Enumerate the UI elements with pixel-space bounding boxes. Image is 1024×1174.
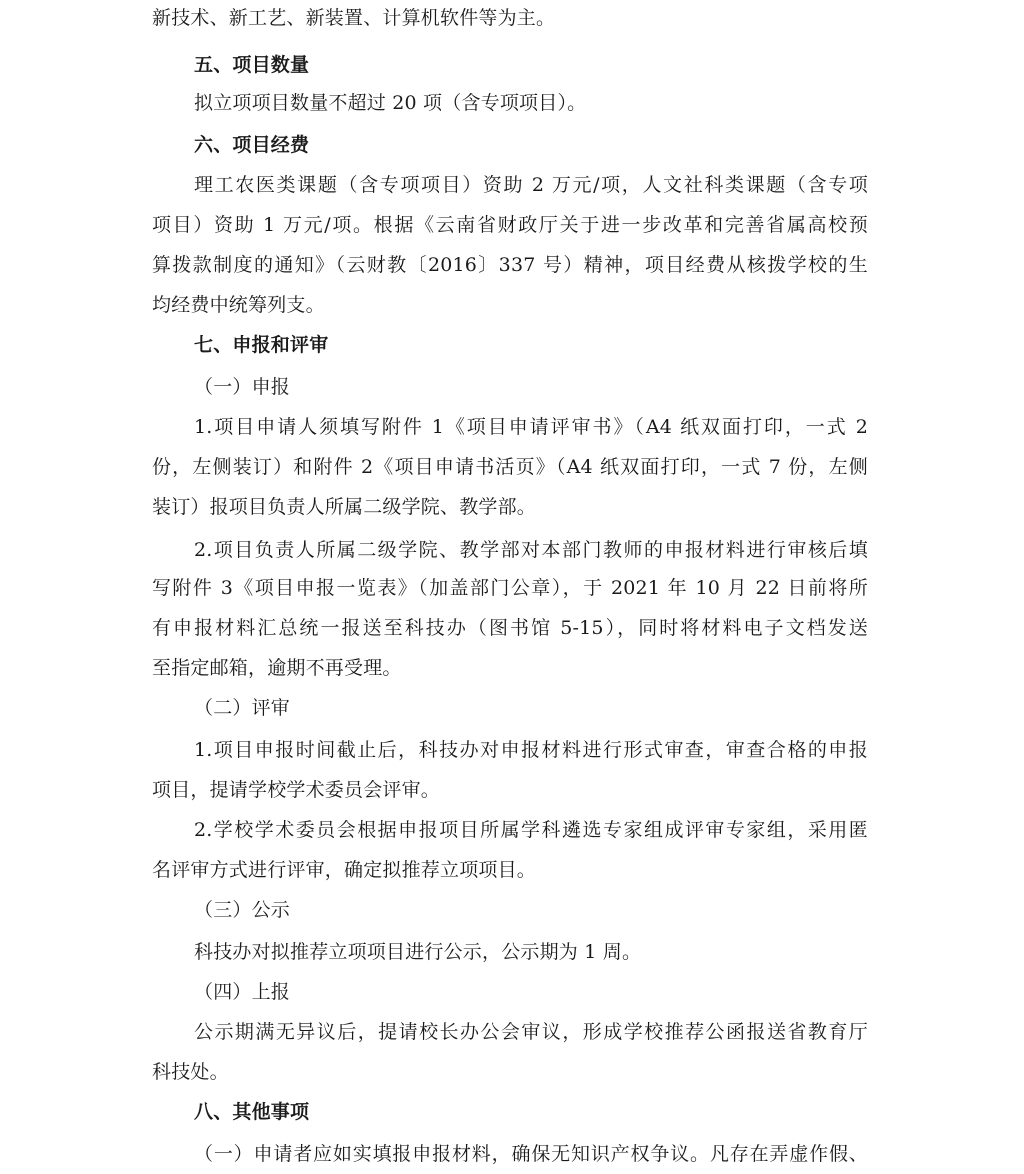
paragraph-line: 写附件 3《项目申报一览表》（加盖部门公章），于 2021 年 10 月 22 日前将所 (152, 577, 868, 599)
paragraph-line: 理工农医类课题（含专项项目）资助 2 万元/项，人文社科类课题（含专项 (194, 174, 868, 196)
paragraph-line: 2.项目负责人所属二级学院、教学部对本部门教师的申报材料进行审核后填 (194, 539, 868, 561)
paragraph-line: 1.项目申报时间截止后，科技办对申报材料进行形式审查，审查合格的申报 (194, 739, 868, 761)
paragraph-line: 科技处。 (152, 1061, 229, 1083)
paragraph-line: （三）公示 (194, 899, 291, 921)
paragraph-line: 项目，提请学校学术委员会评审。 (152, 779, 441, 801)
paragraph-line: 装订）报项目负责人所属二级学院、教学部。 (152, 496, 537, 518)
paragraph-line: （四）上报 (194, 981, 291, 1003)
paragraph-line: 至指定邮箱，逾期不再受理。 (152, 657, 402, 679)
paragraph-line: （一）申报 (194, 376, 291, 398)
paragraph-line: 项目）资助 1 万元/项。根据《云南省财政厅关于进一步改革和完善省属高校预 (152, 214, 868, 236)
paragraph-line: 2.学校学术委员会根据申报项目所属学科遴选专家组成评审专家组，采用匿 (194, 819, 868, 841)
paragraph-line: 拟立项项目数量不超过 20 项（含专项项目）。 (194, 92, 587, 114)
paragraph-line: 算拨款制度的通知》（云财教〔2016〕337 号）精神，项目经费从核拨学校的生 (152, 254, 868, 276)
paragraph-line: 新技术、新工艺、新装置、计算机软件等为主。 (152, 7, 556, 29)
paragraph-line: 份，左侧装订）和附件 2《项目申请书活页》（A4 纸双面打印，一式 7 份，左侧 (152, 456, 868, 478)
paragraph-line: （一）申请者应如实填报申报材料，确保无知识产权争议。凡存在弄虚作假、 (194, 1143, 868, 1165)
paragraph-line: 均经费中统筹列支。 (152, 294, 325, 316)
paragraph-line: 名评审方式进行评审，确定拟推荐立项项目。 (152, 859, 537, 881)
paragraph-line: （二）评审 (194, 697, 291, 719)
section-heading: 五、项目数量 (194, 54, 310, 76)
paragraph-line: 有申报材料汇总统一报送至科技办（图书馆 5-15），同时将材料电子文档发送 (152, 617, 868, 639)
paragraph-line: 科技办对拟推荐立项项目进行公示，公示期为 1 周。 (194, 941, 642, 963)
paragraph-line: 1.项目申请人须填写附件 1《项目申请评审书》（A4 纸双面打印，一式 2 (194, 416, 868, 438)
section-heading: 八、其他事项 (194, 1101, 310, 1123)
paragraph-line: 公示期满无异议后，提请校长办公会审议，形成学校推荐公函报送省教育厅 (194, 1021, 868, 1043)
section-heading: 七、申报和评审 (194, 334, 329, 356)
section-heading: 六、项目经费 (194, 134, 310, 156)
